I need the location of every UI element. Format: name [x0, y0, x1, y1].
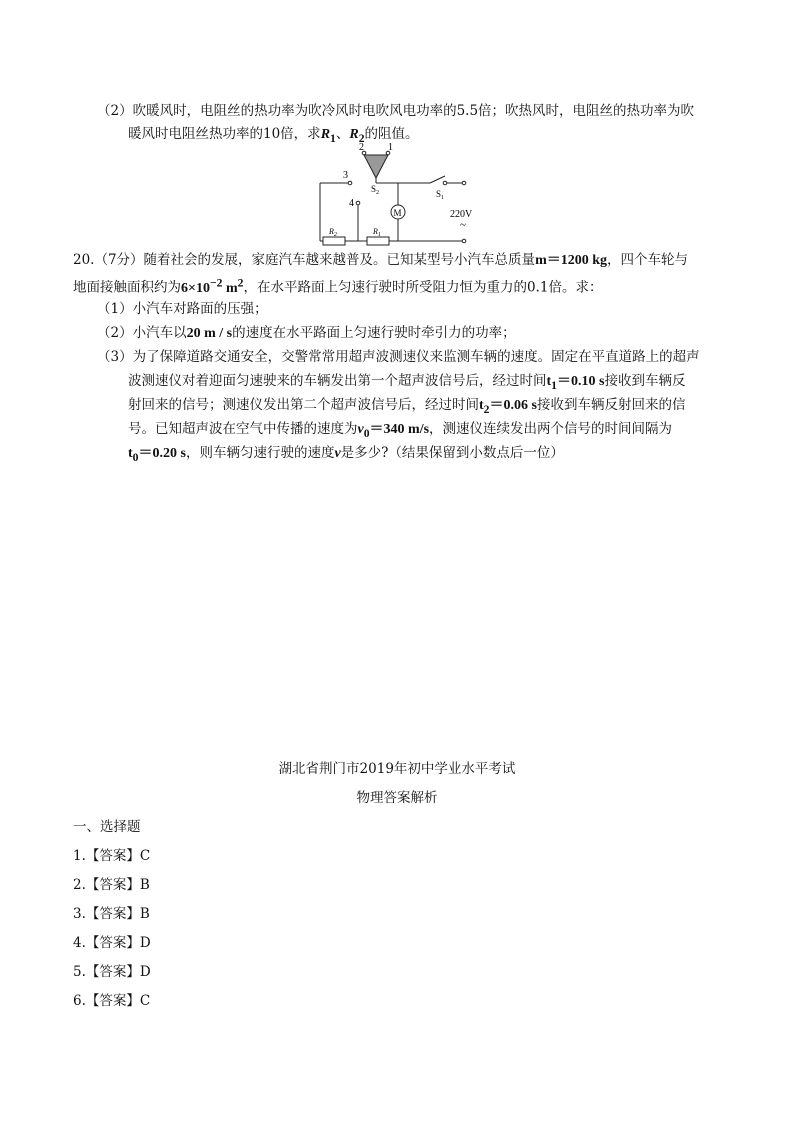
resistor-r1: [367, 237, 389, 245]
circuit-diagram: [310, 140, 480, 250]
label-3: 3: [343, 170, 348, 181]
q20-sub2: （2）小汽车以20 m / s的速度在水平路面上匀速行驶时牵引力的功率；: [97, 325, 516, 341]
label-1: 1: [388, 142, 393, 153]
q20-sub3-line2: 波测速仪对着迎面匀速驶来的车辆发出第一个超声波信号后，经过时间$t_1=0.10$ s接收到车辆反: [128, 373, 686, 392]
label-voltage: 220V: [450, 209, 473, 220]
label-s2: $S_2$: [371, 184, 380, 196]
q20-sub3-line1: （3）为了保障道路交通安全，交警常常用超声波测速仪来监测车辆的速度。固定在平直道路上的超声: [97, 349, 700, 365]
q20-sub3-line5: $t_0=0.20$ s，则车辆匀速行驶的速度v是多少?（结果保留到小数点后一位）: [128, 445, 564, 464]
label-4: 4: [349, 198, 354, 209]
q20-sub3-line4: 号。已知超声波在空气中传播的速度为$v_0=340$ m/s，测速仪连续发出两个信号的时间间隔为: [128, 421, 673, 440]
answer-item: 6.【答案】C: [73, 993, 151, 1009]
label-r2: $R_2$: [329, 227, 337, 238]
answer-item: 5.【答案】D: [73, 964, 151, 980]
q19-part2-line2: 暖风时电阻丝热功率的10倍，求$R_1$、$R_2$的阻值。: [128, 126, 419, 145]
label-r1: $R_1$: [373, 227, 381, 238]
answers-title: 湖北省荆门市2019年初中学业水平考试: [278, 761, 516, 777]
answer-item: 2.【答案】B: [73, 877, 150, 893]
label-ac: ~: [460, 219, 466, 231]
q20-sub3-line3: 射回来的信号；测速仪发出第二个超声波信号后，经过时间$t_2=0.06$ s接收到车辆反射回来的信: [128, 397, 686, 416]
answer-item: 4.【答案】D: [73, 935, 151, 951]
answers-subtitle: 物理答案解析: [356, 790, 438, 806]
q19-part2-line1: （2）吹暖风时，电阻丝的热功率为吹冷风时电吹风电功率的5.5倍；吹热风时，电阻丝的热功率为吹: [97, 103, 695, 119]
answers-section-heading: 一、选择题: [73, 819, 141, 835]
q20-sub1: （1）小汽车对路面的压强；: [97, 301, 268, 317]
label-2: 2: [359, 142, 364, 153]
label-m: M: [393, 208, 402, 218]
answer-item: 1.【答案】C: [73, 848, 151, 864]
contact-3: [348, 181, 352, 185]
q20-line1: 20.（7分）随着社会的发展，家庭汽车越来越普及。已知某型号小汽车总质量m＝1200 kg，四个车轮与: [73, 252, 689, 268]
label-s1: $S_1$: [436, 189, 445, 201]
selector-switch-s2: [364, 155, 388, 178]
contact-4: [356, 201, 360, 205]
answer-item: 3.【答案】B: [73, 906, 150, 922]
resistor-r2: [323, 237, 345, 245]
q20-line2: 地面接触面积约为$6\times 10^{-2}$ $m^2$，在水平路面上匀速行驶时所受阻力恒为重力的0.1倍。求：: [73, 276, 603, 296]
